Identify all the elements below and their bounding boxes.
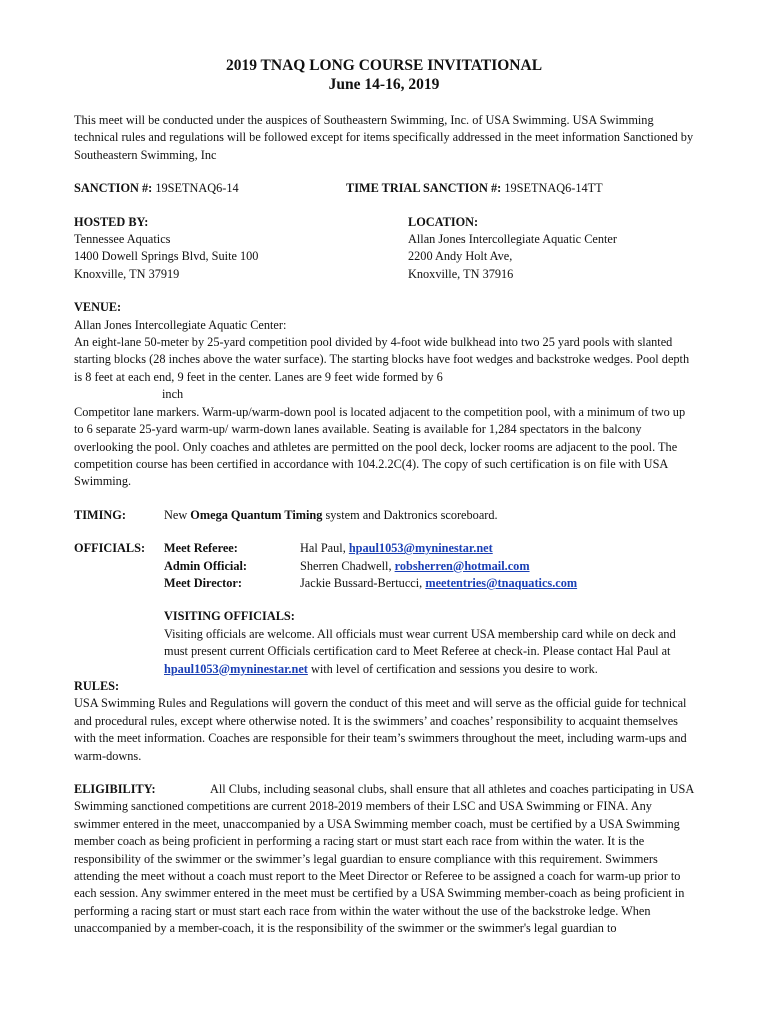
official-row — [164, 558, 577, 575]
official-name: Jackie Bussard-Bertucci, — [300, 575, 426, 590]
timing-label: TIMING: — [74, 507, 126, 522]
hosted-label: HOSTED BY: — [74, 214, 149, 229]
visiting-officials-text — [164, 626, 694, 678]
sanction-label: SANCTION #: — [74, 181, 153, 196]
location-label: LOCATION: — [408, 214, 479, 229]
intro-paragraph: This meet will be conducted under the auspices of Southeastern Swimming, Inc. of USA Swimming. USA Swimming technical rules and regulations will be followed except for items specifically addressed in the meet information Sanctioned by Southeastern Swimming, Inc — [74, 113, 694, 162]
official-role: Meet Director: — [164, 575, 242, 590]
official-role: Admin Official: — [164, 558, 247, 573]
eligibility-label: ELIGIBILITY: — [74, 782, 156, 796]
official-role: Meet Referee: — [164, 541, 238, 556]
visiting-text-1: Visiting officials are welcome. All officials must wear current USA membership card while on deck and must present current Officials certification card to Meet Referee at check-in. Please contact Hal Paul at — [164, 626, 676, 659]
location-line: 2200 Andy Holt Ave, — [408, 249, 513, 264]
rules-text: USA Swimming Rules and Regulations will govern the conduct of this meet and will serve as the official guide for technical and procedural rules, except where otherwise noted. It is the swimmers’ and coaches’ responsibility to acquaint themselves with the meet information. Coaches are responsible for their team’s swimmers throughout the meet, including warm-ups and warm-downs. — [74, 696, 687, 763]
visiting-officials-label: VISITING OFFICIALS: — [164, 609, 295, 624]
officials-section — [74, 540, 694, 678]
visiting-text-2: with level of certification and sessions you desire to work. — [307, 661, 598, 676]
official-email-link[interactable]: robsherren@hotmail.com — [394, 558, 530, 573]
sanction-row — [74, 180, 694, 197]
location-line: Knoxville, TN 37916 — [408, 266, 514, 281]
official-email-link[interactable]: hpaul1053@myninestar.net — [348, 541, 493, 556]
sanction-value: 19SETNAQ6-14 — [155, 181, 239, 196]
venue-text: An eight-lane 50-meter by 25-yard competition pool divided by 4-foot wide bulkhead into two 25 yard pools with slanted starting blocks (28 inches above the water surface). The starting blocks have foot wedges and backstroke wedges. Pool depth is 8 feet at each end, 9 feet in the center. Lanes are 9 feet wide formed by 6 — [74, 335, 690, 384]
hosted-line: 1400 Dowell Springs Blvd, Suite 100 — [74, 249, 259, 264]
timing-post: system and Daktronics scoreboard. — [322, 507, 498, 522]
document-dates: June 14-16, 2019 — [328, 76, 440, 93]
official-name: Hal Paul, — [300, 541, 349, 556]
official-row — [164, 540, 577, 557]
eligibility-section — [74, 781, 694, 938]
official-name: Sherren Chadwell, — [300, 558, 395, 573]
host-location-row — [74, 214, 694, 284]
rules-label: RULES: — [74, 678, 120, 693]
venue-name: Allan Jones Intercollegiate Aquatic Center: — [74, 317, 287, 332]
venue-text-inch: inch — [162, 387, 184, 402]
venue-section — [74, 299, 694, 490]
eligibility-text: All Clubs, including seasonal clubs, shall ensure that all athletes and coaches participating in USA Swimming sanctioned competitions are current 2018-2019 members of their LSC and USA Swimming or FINA. Any swimmer entered in the meet, unaccompanied by a USA Swimming member coach, must be certified by a USA Swimming member coach as being proficient in performing a racing start or must start each race from within the water. It is the responsibility of the swimmer or the swimmer’s legal guardian to ensure compliance with this requirement. Swimmers attending the meet without a coach must report to the Meet Director or Referee to be assigned a coach for warm-up prior to each session. Any swimmer entered in the meet must be certified by a USA Swimming member-coach as being proficient in performing a racing start or must start each race from within the water without the use of the backstroke ledge. When unaccompanied by a member-coach, it is the responsibility of the swimmer or the swimmer's legal guardian to — [74, 782, 694, 936]
officials-label: OFFICIALS: — [74, 541, 146, 556]
official-row — [164, 575, 577, 592]
venue-text-continued: Competitor lane markers. Warm-up/warm-down pool is located adjacent to the competition pool, with a minimum of two up to 6 separate 25-yard warm-up/ warm-down lanes available. Seating is available for 1,284 spectators in the balcony overlooking the pool. Only coaches and athletes are permitted on the pool deck, locker rooms are adjacent to the pool. The competition course has been certified in accordance with 104.2.2C(4). The copy of such certification is on file with USA Swimming. — [74, 404, 686, 489]
rules-section — [74, 678, 694, 765]
timing-system: Omega Quantum Timing — [190, 507, 323, 522]
hosted-block — [74, 214, 408, 284]
location-block — [408, 214, 617, 284]
time-trial-sanction-value: 19SETNAQ6-14TT — [504, 181, 603, 196]
venue-label: VENUE: — [74, 300, 122, 315]
visiting-officials — [164, 608, 694, 678]
location-line: Allan Jones Intercollegiate Aquatic Center — [408, 232, 617, 247]
document-page — [74, 56, 694, 938]
timing-pre: New — [164, 507, 191, 522]
visiting-email-link[interactable]: hpaul1053@myninestar.net — [164, 661, 308, 676]
document-title: 2019 TNAQ LONG COURSE INVITATIONAL — [225, 57, 543, 74]
timing-text — [164, 507, 498, 524]
hosted-line: Tennessee Aquatics — [74, 232, 171, 247]
hosted-line: Knoxville, TN 37919 — [74, 266, 180, 281]
timing-section — [74, 507, 694, 524]
time-trial-sanction-label: TIME TRIAL SANCTION #: — [346, 181, 502, 196]
official-email-link[interactable]: meetentries@tnaquatics.com — [425, 575, 578, 590]
